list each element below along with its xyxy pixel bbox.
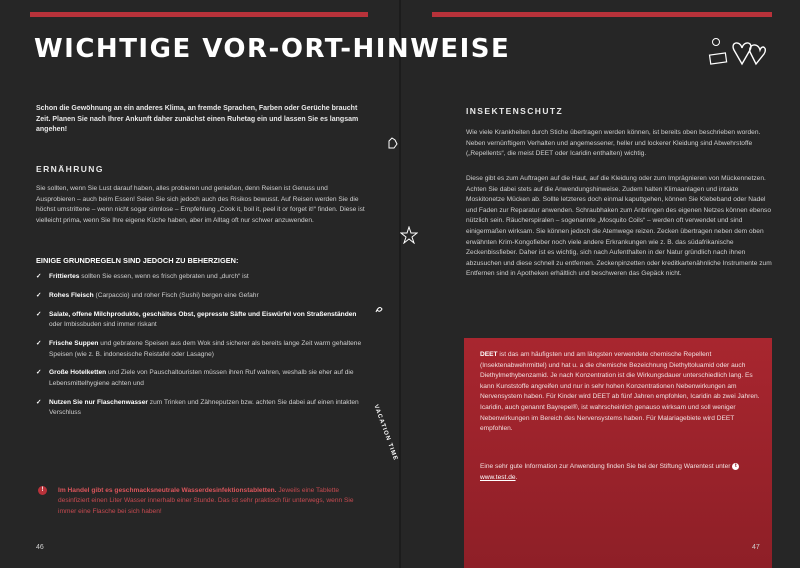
grundregeln-list xyxy=(36,272,364,427)
list-item-text: zum Trinken und Zähneputzen bzw. achten Sie dabei auf einen intakten Verschluss xyxy=(49,398,359,417)
list-item-text: und Ziele von Pauschaltouristen müssen ihren Ruf wahren, weshalb sie eher auf die Lebensmittelhygiene achten und xyxy=(49,369,354,387)
list-item xyxy=(36,368,364,389)
list-item-bold: Nutzen Sie nur Flaschenwasser xyxy=(49,398,148,406)
vacation-time-doodle xyxy=(372,404,398,462)
list-item-text: und gebratene Speisen aus dem Wok sind sicherer als bereits lange Zeit warm gehaltene Speisen (wie z. B. indonesische Reistafel oder Lasagne) xyxy=(49,340,362,358)
hint-text xyxy=(58,486,364,517)
page-number-left: 46 xyxy=(36,544,44,551)
list-item-bold: Salate, offene Milchprodukte, geschältes Obst, gepresste Säfte und Eiswürfel von Straßenständen xyxy=(49,310,357,318)
deet-info-text: Eine sehr gute Information zur Anwendung finden Sie bei der Stiftung Warentest unter xyxy=(480,463,733,470)
checkmark-icon: ✓ xyxy=(36,398,42,406)
list-item xyxy=(36,291,364,301)
checkmark-icon: ✓ xyxy=(36,369,42,377)
list-item-bold: Frittiertes xyxy=(49,273,80,280)
hint-rest: Jeweils eine Tablette desinfiziert einen Liter Wasser innerhalb einer Stunde. Das ist sehr praktisch für unterwegs, wenn Sie immer eine Flasche bei sich haben! xyxy=(58,487,354,515)
list-item-text: sollten Sie essen, wenn es frisch gebraten und „durch“ ist xyxy=(79,273,249,280)
list-item-bold: Frische Suppen xyxy=(49,340,99,348)
insektenschutz-p1: Wie viele Krankheiten durch Stiche übertragen werden können, ist bereits oben beschrieben worden. Neben vernünftigem Verhalten und angemessener, heller und lockerer Kleidung sind Abwehrstoffe („Repellents“, die meist DEET oder Icaridin enthalten) wichtig. xyxy=(466,129,761,158)
deet-bold: DEET xyxy=(480,351,498,358)
star-doodle-icon xyxy=(400,226,418,244)
test-logo-icon: t xyxy=(732,463,739,470)
test-de-link[interactable]: www.test.de xyxy=(480,473,516,481)
section-heading-ernaehrung: ERNÄHRUNG xyxy=(36,164,104,174)
deet-info-end: . xyxy=(515,473,518,481)
exclamation-icon: ! xyxy=(38,486,47,495)
list-item xyxy=(36,339,364,360)
deet-text xyxy=(480,350,764,435)
intro-text: Schon die Gewöhnung an ein anderes Klima, an fremde Sprachen, Farben oder Gerüche braucht Zeit. Planen Sie nach Ihrer Ankunft daher zunächst einen Ruhetag ein und lassen Sie es langsam angehen! xyxy=(36,105,359,133)
list-item-text: (Carpaccio) und roher Fisch (Sushi) bergen eine Gefahr xyxy=(93,291,259,299)
deet-info-box xyxy=(464,338,772,568)
checkmark-icon: ✓ xyxy=(36,310,42,318)
stickers-doodle-icon xyxy=(706,36,768,72)
list-item xyxy=(36,310,364,331)
ernaehrung-text: Sie sollten, wenn Sie Lust darauf haben, alles probieren und genießen, denn Reisen ist Genuss und Ausprobieren – auch beim Essen! Seien Sie sich jedoch auch des Risikos bewusst. Auf Reisen werden Sie die höchst umstrittene – wenn nicht sogar sinnlose – Empfehlung „Cook it, boil it, peel it or forget it!“ finden. Diese ist vielleicht prima, wenn Sie Ihre eigene Küche haben, aber im Alltag oft nur schwer anzuwenden. xyxy=(36,185,365,224)
right-accent-bar xyxy=(432,12,772,17)
grundregeln-heading: EINIGE GRUNDREGELN SIND JEDOCH ZU BEHERZIGEN: xyxy=(36,256,239,265)
hint-box xyxy=(41,486,364,517)
page-number-right: 47 xyxy=(752,544,760,551)
deet-body: ist das am häufigsten und am längsten verwendete chemische Repellent (Insektenabwehrmittel) und hat u. a die chemische Bezeichnung Diethyltoluamid oder auch Diethylmethybenzamid. Je nach Konzentration ist die Wirkungsdauer unterschiedlich lang. Es kann Kunststoffe angreifen und nur in sehr hohen Konzentrationen Nebenwirkungen am Nervensystem haben. Für Kinder wird DEET ab fünf Jahren empfohlen, Icaridin ab zwei Jahren. Icaridin, auch genannt Bayrepel®, ist wahrscheinlich genauso wirksam und soll weniger Nebenwirkungen im Bereich des Nervensystems haben. Für Malariagebiete wird DEET empfohlen. xyxy=(480,351,760,433)
left-accent-bar xyxy=(30,12,368,17)
deet-info-line xyxy=(480,462,764,483)
hand-doodle-icon xyxy=(386,136,400,150)
checkmark-icon: ✓ xyxy=(36,273,42,280)
list-item xyxy=(36,272,364,282)
insektenschutz-p2: Diese gibt es zum Auftragen auf die Haut, auf die Kleidung oder zum Imprägnieren von Mückennetzen. Achten Sie dabei stets auf die Anwendungshinweise. Zudem halten Klimaanlagen und intakte Moskitonetze Mücken ab. Sollte letzteres doch einmal kaputtgehen, können Sie Klebeband oder Nadel und Faden zur Reparatur anwenden. Schraubhaken zum Anbringen des eigenen Netzes können ebenso nützlich sein. Räucherspiralen – sogenannte „Mosquito Coils“ – werden oft verwendet und sind einigermaßen wirksam. Sie können jedoch die Atemwege reizen. Zecken übertragen neben dem oben erwähnten Krim-Kongofieber noch viele andere Erkrankungen wie z. B. das südafrikanische Zeckenbissfieber. Daher ist es wichtig, sich nach Aufenthalten in der Natur gründlich nach ihnen abzusuchen und diese schnell zu entfernen. Zeckenpinzetten oder kreditkartenähnliche Instrumente zum Entfernen sind in Apotheken erhältlich und beschweren das Gepäck nicht. xyxy=(466,175,772,278)
page-title: WICHTIGE VOR-ORT-HINWEISE xyxy=(34,34,511,64)
checkmark-icon: ✓ xyxy=(36,340,42,348)
scribble-doodle-icon xyxy=(374,304,384,314)
list-item xyxy=(36,398,364,419)
list-item-text: oder Imbissbuden sind immer riskant xyxy=(49,321,157,329)
hint-bold: Im Handel gibt es geschmacksneutrale Wasserdesinfektionstabletten. xyxy=(58,487,277,494)
section-heading-insektenschutz: INSEKTENSCHUTZ xyxy=(466,106,564,116)
page-gutter xyxy=(399,0,401,568)
checkmark-icon: ✓ xyxy=(36,291,42,299)
vacation-time-label: VACATION TIME xyxy=(372,404,399,462)
list-item-bold: Große Hotelketten xyxy=(49,369,107,377)
list-item-bold: Rohes Fleisch xyxy=(49,291,94,299)
